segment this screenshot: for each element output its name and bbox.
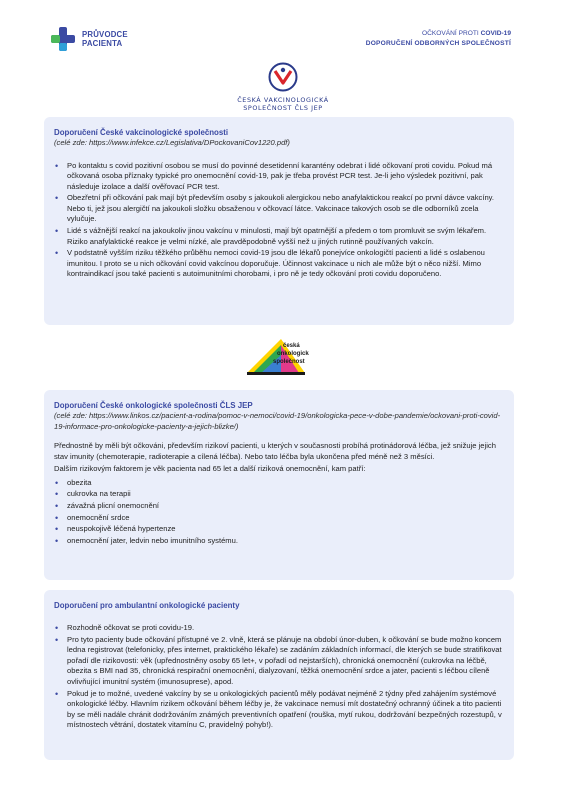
list-item: • V podstatně vyšším riziku těžkého průběhu nemoci covid-19 jsou dle lékařů ponejvíce onkologičtí pacienti a lidé s oslabenou imunitou. I proto se u nich očkování covid vakcínou doporučuje. Účinnost vakcinace u nich ale může být o něco nižší. Mimo kontraindikací jsou také pacienti s autoimunitními chorobami, i pro ně je tedy očkování proti covidu doporučeno. xyxy=(54,248,504,280)
list-item: • Po kontaktu s covid pozitivní osobou se musí do povinné desetidenní karantény odebrat i lidé očkovaní proti covidu. Pokud má očkovaná osoba příznaky typické pro onemocnění covid-19, pak je třeba provést PCR test. Je-li jeho výsledek pozitivní, pak následuje izolace a další ověřovací PCR test. xyxy=(54,161,504,193)
vakcinologicka-spolecnost-emblem xyxy=(228,62,338,112)
section-source: (celé zde: https://www.infekce.cz/Legislativa/DPockovaniCov1220.pdf) xyxy=(54,138,290,147)
paragraph: Dalším rizikovým faktorem je věk pacienta nad 65 let a další riziková onemocnění, kam patří: xyxy=(54,464,366,474)
list-item: • Lidé s vážnější reakcí na jakoukoliv jinou vakcínu v minulosti, mají být opatrnější a předem o tom promluvit se svým lékařem. Riziko anafylaktické reakce je velmi nízké, ale pravděpodobně vyšší než u jiných rutinně používaných vakcín. xyxy=(54,226,504,247)
list-item: • Pokud je to možné, uvedené vakcíny by se u onkologických pacientů měly podávat nejméně 2 týdny před zahájením systémové onkologické léčby. Hlavním rizikem očkování během léčby je, že vakcinace nemusí mít dostatečný ochranný účinek a tito pacienti by se měli nadále chránit dodržováním známých preventivních opatření (rouška, mytí rukou, dodržování bezpečných rozestupů, v místnostech větrání, dostatek vitamínu C, pravidelný pohyb!). xyxy=(54,689,504,731)
logo-text xyxy=(82,30,128,49)
header-topic-prefix: OČKOVÁNÍ PROTI xyxy=(421,30,481,37)
list-item: • cukrovka na terapii xyxy=(54,489,504,500)
onco-logo-line-2: onkologická xyxy=(277,351,309,357)
list-item: • onemocnění srdce xyxy=(54,513,504,524)
page-header xyxy=(0,0,565,70)
vaccine-society-icon xyxy=(268,62,298,92)
list-item: • obezita xyxy=(54,478,504,489)
cross-logo-icon xyxy=(50,26,76,52)
risk-factor-list xyxy=(54,478,504,547)
bullet-list xyxy=(54,623,504,731)
list-item: • neuspokojivě léčená hypertenze xyxy=(54,524,504,535)
onco-society-icon xyxy=(243,333,309,379)
emblem-caption-1: ČESKÁ VAKCINOLOGICKÁ xyxy=(237,96,329,104)
section-source: (celé zde: https://www.linkos.cz/pacient-a-rodina/pomoc-v-nemoci/covid-19/onkologicka-pece-v-dobe-pandemie/ockovani-proti-covid-19-informace-pro-onkologicke-pacienty-a-jejich-blizke/) xyxy=(54,411,501,431)
emblem-caption-2: SPOLEČNOST ČLS JEP xyxy=(243,103,323,112)
list-item: • onemocnění jater, ledvin nebo imunitního systému. xyxy=(54,536,504,547)
pruvodce-pacienta-logo xyxy=(50,26,128,52)
section-title: Doporučení České vakcinologické společnosti xyxy=(54,128,229,137)
header-topic-line xyxy=(366,29,511,39)
section-ambulantni xyxy=(44,590,514,760)
onco-logo-line-3: společnost xyxy=(273,359,305,365)
header-topic-bold: COVID-19 xyxy=(480,30,511,37)
list-item: • Obezřetní při očkování pak mají být především osoby s jakoukoli alergickou nebo anafylaktickou reakcí po první dávce vakcíny. Nebo ti, jež jsou alergičtí na jakoukoli složku obsaženou v očkovací látce. Vakcinace takových osob se dle odborníků zcela vylučuje. xyxy=(54,193,504,225)
header-topic xyxy=(366,29,511,49)
section-title: Doporučení pro ambulantní onkologické pacienty xyxy=(54,601,240,610)
section-title: Doporučení České onkologické společnosti ČLS JEP xyxy=(54,401,253,410)
paragraph: Přednostně by měli být očkováni, především rizikoví pacienti, u kterých v současnosti probíhá protinádorová léčba, jež snižuje jejich stav imunity (chemoterapie, radioterapie a cílená léčba). Nebo tato léčba byla ukončena před méně než 3 měsíci. xyxy=(54,441,496,461)
list-item: • Pro tyto pacienty bude očkování přístupné ve 2. vlně, která se plánuje na období únor-duben, k očkování se bude možno koncem ledna registrovat (telefonicky, přes internet, praktického lékaře) se zadáním základních informací, dle kterých se bude stratifikovat pořadí dle rizikovosti: věk (upřednostněny osoby 65 let+, v pořadí od nejstarších), chronická onemocnění (cukrovka na léčbě, obezita s BMI nad 35, chronická respirační onemocnění, dialyzovaní, těžká onemocnění srdce a jater, pacienti s léčbou cíleně ovlivňující imunitní systém (imunosuprese), apod. xyxy=(54,635,504,688)
bullet-list xyxy=(54,161,504,281)
list-item: • Rozhodně očkovat se proti covidu-19. xyxy=(54,623,504,634)
onkologicka-spolecnost-logo xyxy=(243,333,309,379)
section-vakcinologicka xyxy=(44,117,514,325)
logo-line-2: PACIENTA xyxy=(82,39,123,48)
onco-logo-line-1: česká xyxy=(283,343,300,349)
section-onkologicka xyxy=(44,390,514,580)
list-item: • závažná plicní onemocnění xyxy=(54,501,504,512)
logo-line-1: PRŮVODCE xyxy=(82,29,128,39)
header-subtitle: DOPORUČENÍ ODBORNÝCH SPOLEČNOSTÍ xyxy=(365,40,511,47)
